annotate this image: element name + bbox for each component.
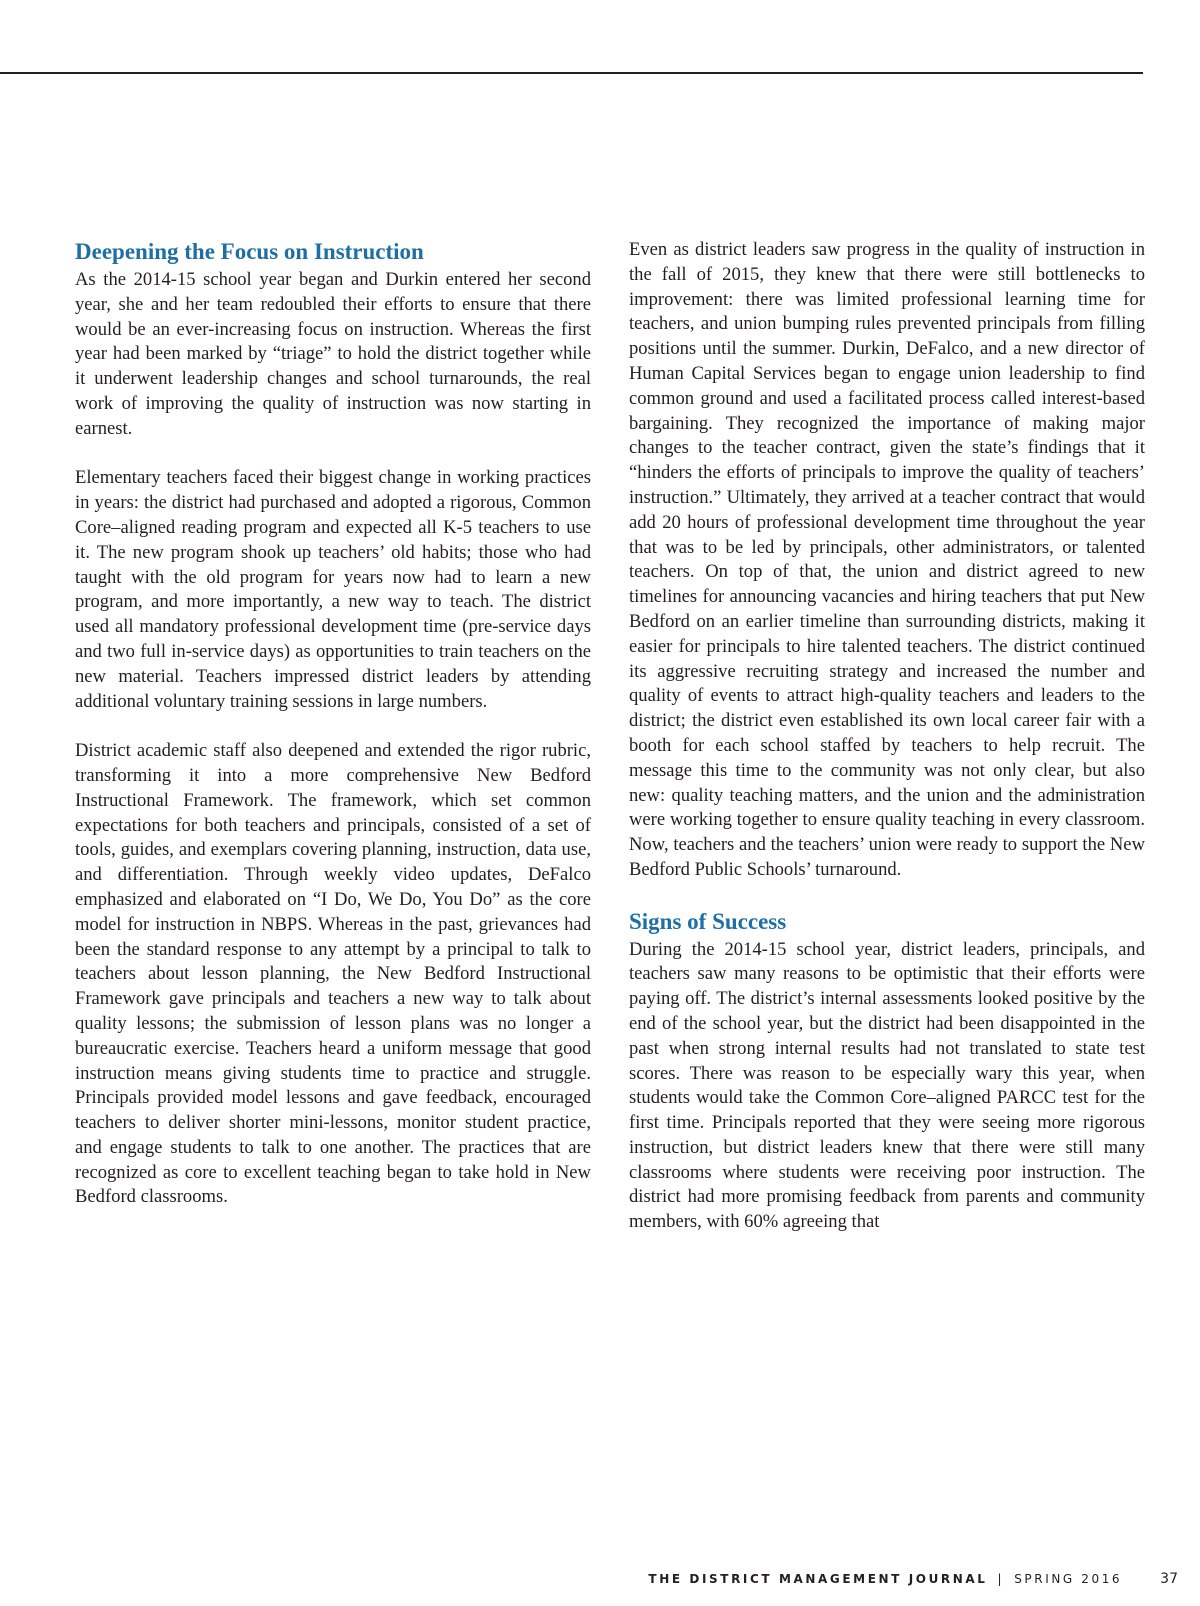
- page-number: 37: [1160, 1571, 1178, 1587]
- section-heading-deepening-focus: Deepening the Focus on Instruction: [75, 239, 424, 264]
- left-column: [75, 238, 591, 1210]
- right-column: [629, 238, 1145, 1235]
- top-rule: [0, 72, 1143, 74]
- issue-season: SPRING 2016: [1014, 1572, 1123, 1586]
- paragraph: During the 2014-15 school year, district leaders, principals, and teachers saw many reasons to be optimistic that their efforts were paying off. The district’s internal assessments looked positive by the end of the school year, but the district had been disappointed in the past when strong internal results had not translated to state test scores. There was reason to be especially wary this year, when students would take the Common Core–aligned PARCC test for the first time. Principals reported that they were seeing more rigorous instruction, but district leaders knew that there were still many classrooms where students were receiving poor instruction. The district had more promising feedback from parents and community members, with 60% agreeing that: [629, 938, 1145, 1233]
- page-footer: [648, 1571, 1178, 1587]
- section-heading-signs-of-success: Signs of Success: [629, 908, 787, 934]
- paragraph: District academic staff also deepened and extended the rigor rubric, transforming it into a more comprehensive New Bedford Instructional Framework. The framework, which set common expectations for both teachers and principals, consisted of a set of tools, guides, and exemplars covering planning, instruction, data use, and differentiation. Through weekly video updates, DeFalco emphasized and elaborated on “I Do, We Do, You Do” as the core model for instruction in NBPS. Whereas in the past, grievances had been the standard response to any attempt by a principal to talk to teachers about lesson planning, the New Bedford Instructional Framework gave principals and teachers a new way to talk about quality lessons; the submission of lesson plans was no longer a bureaucratic exercise. Teachers heard a uniform message that good instruction means giving students time to practice and struggle. Principals provided model lessons and gave feedback, encouraged teachers to deliver shorter mini-lessons, monitor student practice, and engage students to talk to one another. The practices that are recognized as core to excellent teaching began to take hold in New Bedford classrooms.: [75, 740, 591, 1208]
- paragraph: Even as district leaders saw progress in the quality of instruction in the fall of 2015, they knew that there were still bottlenecks to improvement: there was limited professional learning time for teachers, and union bumping rules prevented principals from filling positions until the summer. Durkin, DeFalco, and a new director of Human Capital Services began to engage union leadership to find common ground and used a facilitated process called interest-based bargaining. They recognized the importance of making major changes to the teacher contract, given the state’s findings that it “hinders the efforts of principals to improve the quality of teachers’ instruction.” Ultimately, they arrived at a teacher contract that would add 20 hours of professional development time throughout the year that was to be led by principals, other administrators, or talented teachers. On top of that, the union and district agreed to new timelines for announcing vacancies and hiring teachers that put New Bedford on an earlier timeline than surrounding districts, making it easier for principals to hire talented teachers. The district continued its aggressive recruiting strategy and increased the number and quality of events to attract high-quality teachers and leaders to the district; the district even established its own local career fair with a booth for each school staffed by teachers to help recruit. The message this time to the community was not only clear, but also new: quality teaching matters, and the union and the administration were working together to ensure quality teaching in every classroom. Now, teachers and the teachers’ union were ready to support the New Bedford Public Schools’ turnaround.: [629, 239, 1145, 880]
- paragraph: Elementary teachers faced their biggest change in working practices in years: the district had purchased and adopted a rigorous, Common Core–aligned reading program and expected all K-5 teachers to use it. The new program shook up teachers’ old habits; those who had taught with the old program for years now had to learn a new program, and more importantly, a new way to teach. The district used all mandatory professional development time (pre-service days and two full in-service days) as opportunities to train teachers on the new material. Teachers impressed district leaders by attending additional voluntary training sessions in large numbers.: [75, 467, 591, 712]
- journal-title: THE DISTRICT MANAGEMENT JOURNAL: [648, 1572, 988, 1586]
- paragraph: As the 2014-15 school year began and Durkin entered her second year, she and her team redoubled their efforts to ensure that there would be an ever-increasing focus on instruction. Whereas the first year had been marked by “triage” to hold the district together while it underwent leadership changes and school turnarounds, the real work of improving the quality of instruction was now starting in earnest.: [75, 269, 591, 439]
- footer-separator: |: [997, 1572, 1005, 1586]
